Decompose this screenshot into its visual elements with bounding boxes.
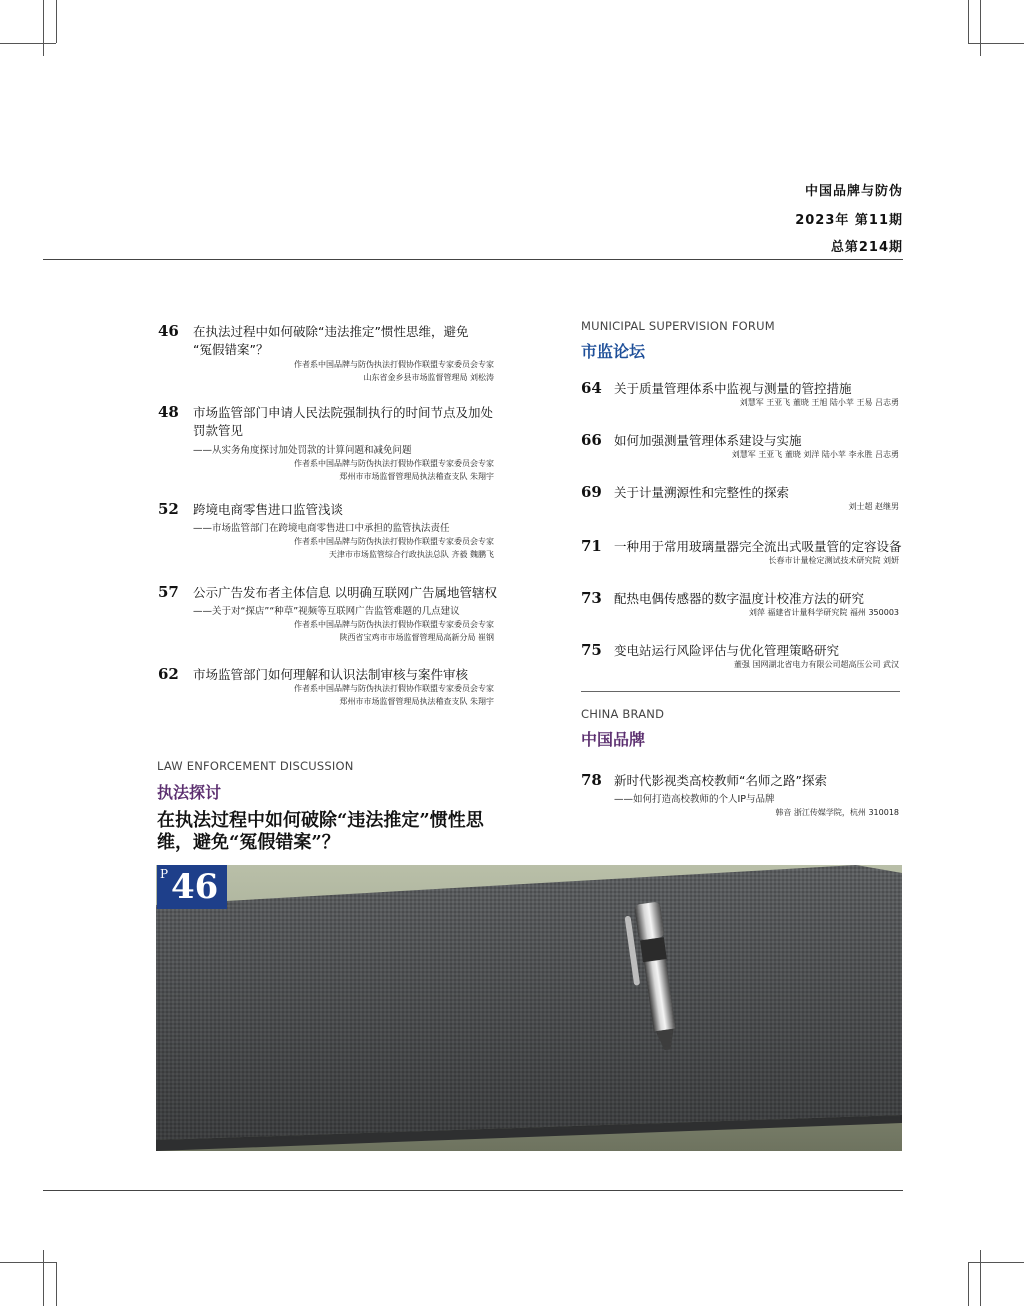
entry-author: 刘慧军 王亚飞 董晓 王旭 陆小苹 王易 吕志勇 [739,398,899,407]
entry-title: 新时代影视类高校教师“名师之路”探索 [614,773,827,788]
crop-mark-br-h [968,1262,1024,1263]
toc-entry-46[interactable] [158,322,498,384]
section-divider [581,691,900,692]
entry-author-line2: 山东省金乡县市场监督管理局 刘松涛 [363,373,494,382]
page-number: 75 [581,641,602,659]
issue-number: 2023年 第11期 [795,213,903,228]
crop-mark-br-v [980,1250,981,1306]
entry-title-line1: 市场监管部门申请人民法院强制执行的时间节点及加处 [193,405,494,420]
page-prefix: P [160,867,169,881]
toc-entry-62[interactable] [158,665,498,711]
footer-rule [43,1190,903,1191]
feature-photo [156,865,902,1151]
crop-mark-tl-v [43,0,44,56]
entry-title: 关于计量溯源性和完整性的探索 [614,485,790,500]
entry-author: 董强 国网湖北省电力有限公司超高压公司 武汉 [733,660,899,669]
entry-title: 如何加强测量管理体系建设与实施 [614,433,802,448]
journal-name: 中国品牌与防伪 [804,184,903,199]
toc-entry-69[interactable] [581,483,901,513]
page-number: 57 [158,583,179,601]
entry-title-line2: 罚款管见 [193,423,244,438]
entry-subtitle: ——从实务角度探讨加处罚款的计算问题和减免问题 [193,445,412,456]
entry-title-line1: 在执法过程中如何破除“违法推定”惯性思维，避免 [193,324,469,339]
entry-author: 长春市计量检定测试技术研究院 刘妍 [768,556,899,565]
header-rule [43,259,903,260]
toc-entry-78[interactable] [581,771,901,819]
page-number: 71 [581,537,602,555]
feature-page-number: 46 [171,867,219,907]
entry-title: 一种用于常用玻璃量器完全流出式吸量管的定容设备 [614,539,902,554]
entry-author: 韩音 浙江传媒学院，杭州 310018 [775,808,899,817]
crop-mark-br-v2 [968,1262,969,1306]
page-number: 66 [581,431,602,449]
entry-author: 刘士超 赵继男 [848,502,899,511]
notebook-pen-illustration [156,865,902,1151]
toc-entry-57[interactable] [158,583,498,647]
page-number: 62 [158,665,179,683]
entry-subtitle: ——关于对“探店”“种草”视频等互联网广告监管难题的几点建议 [193,606,460,617]
entry-author: 刘慧军 王亚飞 董晓 刘洋 陆小苹 李永胜 吕志勇 [731,450,899,459]
crop-mark-bl-v [43,1250,44,1306]
entry-author-line1: 作者系中国品牌与防伪执法打假协作联盟专家委员会专家 [294,684,494,693]
section-heading-law-en: LAW ENFORCEMENT DISCUSSION [157,759,354,773]
page-number: 52 [158,500,179,518]
section-heading-brand-en: CHINA BRAND [581,707,665,721]
toc-entry-73[interactable] [581,589,901,619]
feature-page-tag[interactable] [157,865,227,909]
crop-mark-bl-h [0,1262,56,1263]
entry-subtitle: ——市场监管部门在跨境电商零售进口中承担的监管执法责任 [193,523,450,534]
toc-entry-66[interactable] [581,431,901,461]
section-heading-municipal-cn: 市监论坛 [581,342,646,361]
entry-author-line1: 作者系中国品牌与防伪执法打假协作联盟专家委员会专家 [294,459,494,468]
page-number: 78 [581,771,602,789]
entry-author-line2: 陕西省宝鸡市市场监督管理局高新分局 崔钢 [339,633,494,642]
crop-mark-tl-h [0,43,56,44]
entry-author-line2: 天津市市场监管综合行政执法总队 齐毅 魏鹏飞 [328,550,494,559]
page-number: 46 [158,322,179,340]
entry-title-line1: 市场监管部门如何理解和认识法制审核与案件审核 [193,667,469,682]
crop-mark-bl-v2 [56,1262,57,1306]
entry-subtitle: ——如何打造高校教师的个人IP与品牌 [614,794,775,805]
section-heading-municipal-en: MUNICIPAL SUPERVISION FORUM [581,319,775,333]
toc-entry-75[interactable] [581,641,901,671]
crop-mark-tr-v2 [968,0,969,43]
notebook-shade [156,865,902,1140]
entry-author-line2: 郑州市市场监督管理局执法稽查支队 朱翔宇 [339,472,494,481]
crop-mark-tr-v [980,0,981,56]
toc-entry-64[interactable] [581,379,901,409]
entry-title: 关于质量管理体系中监视与测量的管控措施 [614,381,852,396]
page-number: 69 [581,483,602,501]
crop-mark-tl-v2 [56,0,57,43]
entry-title: 变电站运行风险评估与优化管理策略研究 [614,643,840,658]
crop-mark-tr-h [968,43,1024,44]
toc-entry-52[interactable] [158,500,498,564]
entry-title: 配热电偶传感器的数字温度计校准方法的研究 [614,591,865,606]
entry-title-line1: 公示广告发布者主体信息 以明确互联网广告属地管辖权 [193,585,497,600]
entry-author-line2: 郑州市市场监督管理局执法稽查支队 朱翔宇 [339,697,494,706]
section-heading-brand-cn: 中国品牌 [581,730,646,749]
entry-title-line1: 跨境电商零售进口监管浅谈 [193,502,344,517]
entry-author-line1: 作者系中国品牌与防伪执法打假协作联盟专家委员会专家 [294,620,494,629]
feature-article-title[interactable]: 在执法过程中如何破除“违法推定”惯性思维，避免“冤假错案”？ [157,810,484,853]
page-number: 64 [581,379,602,397]
page-number: 48 [158,403,179,421]
entry-author-line1: 作者系中国品牌与防伪执法打假协作联盟专家委员会专家 [294,537,494,546]
entry-title-line2: “冤假错案”？ [193,342,269,357]
total-issue-number: 总第214期 [830,240,903,255]
page-number: 73 [581,589,602,607]
section-heading-law-cn: 执法探讨 [157,783,222,802]
toc-entry-71[interactable] [581,537,901,567]
toc-entry-48[interactable] [158,403,498,483]
entry-author-line1: 作者系中国品牌与防伪执法打假协作联盟专家委员会专家 [294,360,494,369]
entry-author: 刘萍 福建省计量科学研究院 福州 350003 [748,608,899,617]
